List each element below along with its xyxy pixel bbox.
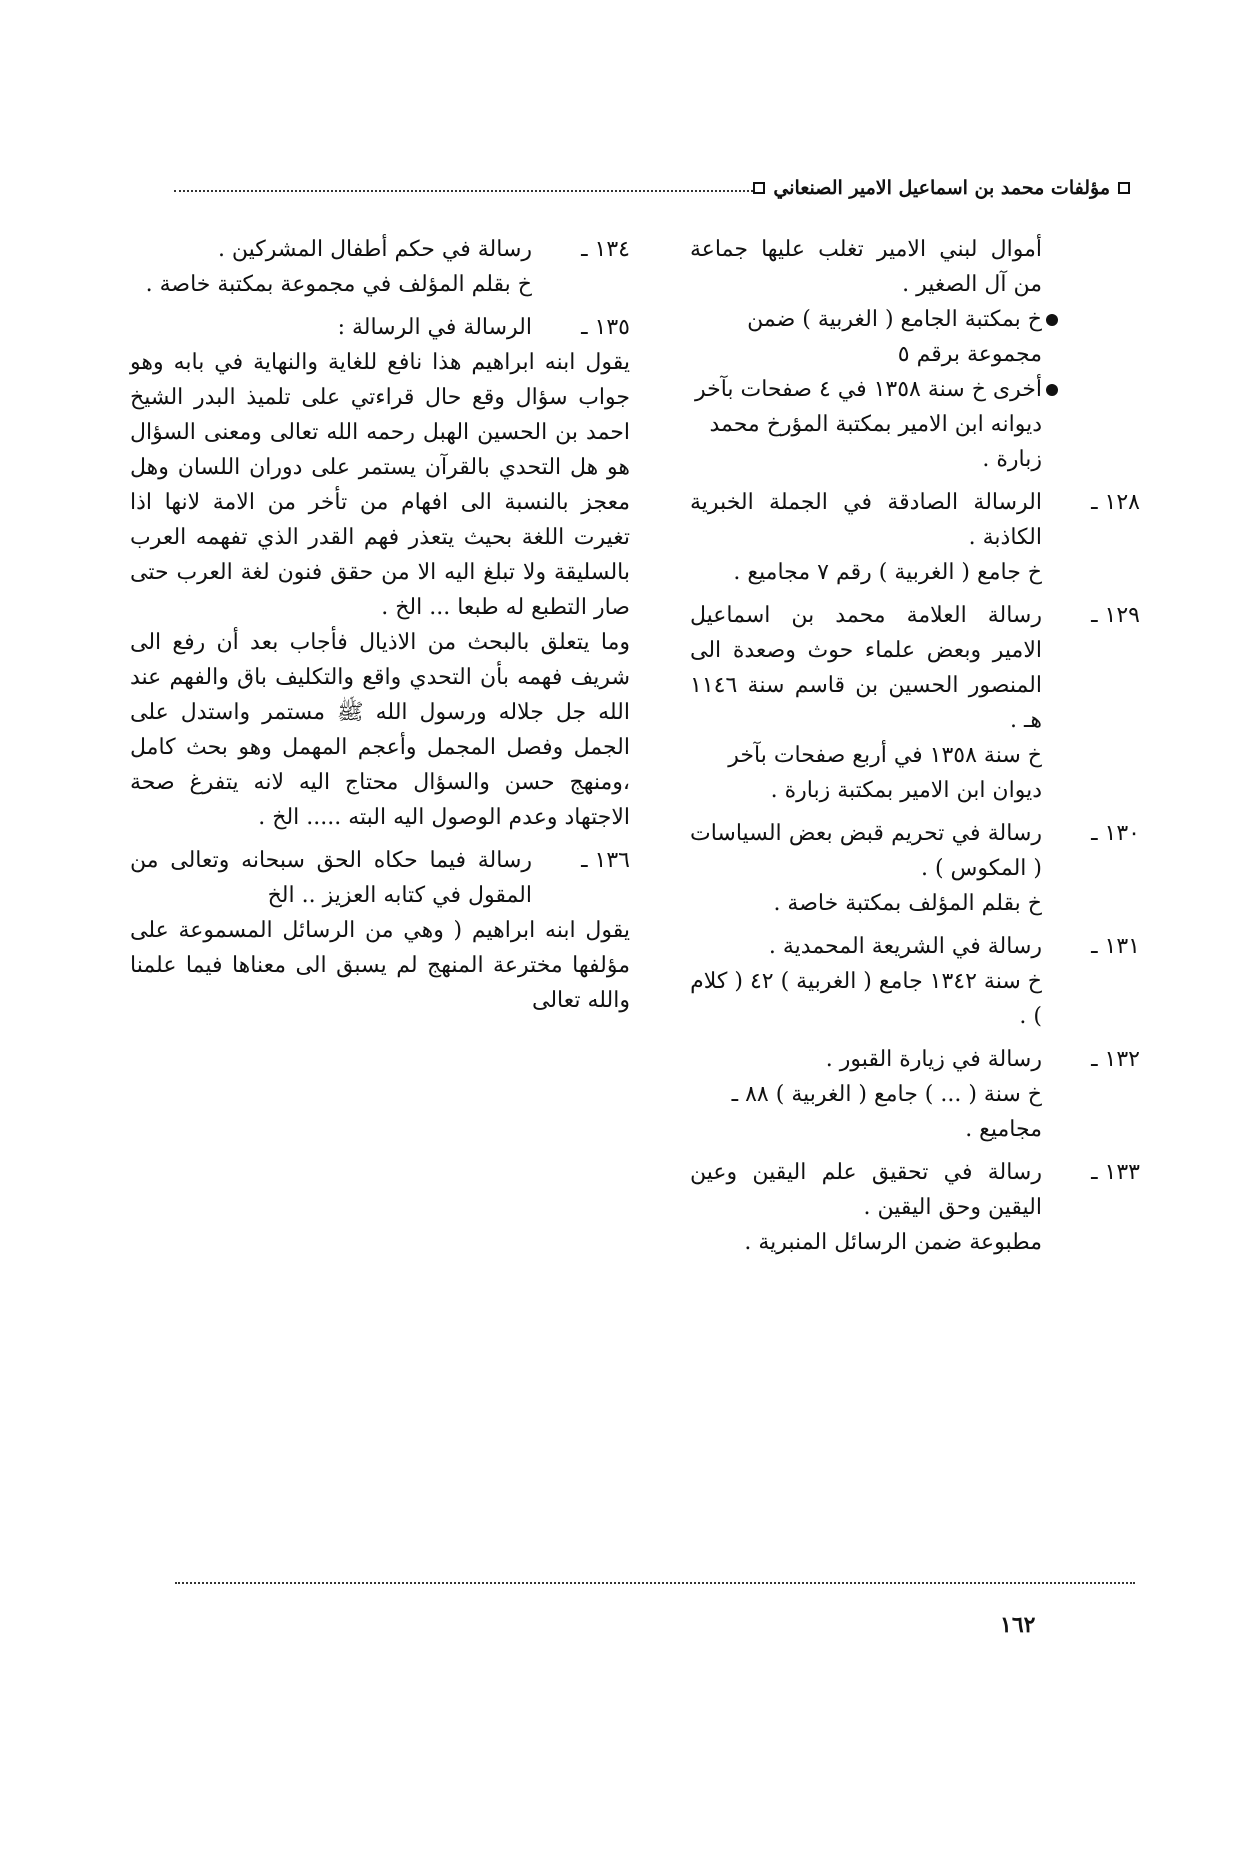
entry-136 <box>130 843 630 1018</box>
page-number: ١٦٢ <box>1000 1612 1036 1638</box>
entry-129 <box>690 598 1140 808</box>
running-header <box>170 170 1130 206</box>
continued-text: أموال لبني الامير تغلب عليها جماعة من آل الصغير . <box>690 237 1042 297</box>
header-square-icon <box>753 182 765 194</box>
entry-number: ١٣٤ ـ <box>581 237 630 262</box>
manuscript-note: خ سنة ١٣٤٢ جامع ( الغربية ) ٤٢ ( كلام ) . <box>690 969 1042 1029</box>
entry-title: رسالة في زيارة القبور . <box>825 1047 1042 1072</box>
entry-133 <box>690 1155 1140 1260</box>
entry-number: ١٢٩ ـ <box>1091 603 1140 628</box>
entry-title: رسالة فيما حكاه الحق سبحانه وتعالى من المقول في كتابه العزيز .. الخ <box>130 848 532 908</box>
entry-title: رسالة في تحريم قبض بعض السياسات ( المكوس ) . <box>690 821 1042 881</box>
entry-number: ١٣٥ ـ <box>581 315 630 340</box>
entry-135 <box>130 310 630 835</box>
manuscript-note: أخرى خ سنة ١٣٥٨ في ٤ صفحات بآخر ديوانه ابن الامير بمكتبة المؤرخ محمد زبارة . <box>690 372 1140 477</box>
entry-number: ١٣٣ ـ <box>1091 1160 1140 1185</box>
manuscript-note: خ سنة ١٣٥٨ في أربع صفحات بآخر ديوان ابن الامير بمكتبة زبارة . <box>728 743 1042 803</box>
entry-title: رسالة في تحقيق علم اليقين وعين اليقين وحق اليقين . <box>690 1160 1042 1220</box>
entry-130 <box>690 816 1140 921</box>
header-dotted-rule <box>174 190 753 192</box>
quote-paragraph: يقول ابنه ابراهيم ( وهي من الرسائل المسموعة على مؤلفها مخترعة المنهج لم يسبق الى معناها فيما علمنا والله تعالى <box>130 918 630 1013</box>
manuscript-note: خ بمكتبة الجامع ( الغربية ) ضمن مجموعة برقم ٥ <box>690 302 1140 372</box>
footer-dotted-rule <box>175 1582 1135 1584</box>
entry-number: ١٣٢ ـ <box>1091 1047 1140 1072</box>
entry-number: ١٣١ ـ <box>1091 934 1140 959</box>
manuscript-note: مطبوعة ضمن الرسائل المنبرية . <box>744 1230 1042 1255</box>
quote-paragraph: يقول ابنه ابراهيم هذا نافع للغاية والنهاية في بابه وهو جواب سؤال وقع حال قراءتي على تلميذ البدر الشيخ احمد بن الحسين الهبل رحمه الله تعالى ومعنى السؤال هو هل التحدي بالقرآن يستمر على دوران اللسان وهل معجز بالنسبة الى افهام من تأخر من الامة لانها اذا تغيرت اللغة بحيث يتعذر فهم القدر الذي تفهمه العرب بالسليقة ولا تبلغ اليه الا من حقق فنون لغة العرب حتى صار التطبع له طبعا ... الخ . <box>130 350 630 620</box>
header-square-icon <box>1118 182 1130 194</box>
manuscript-note: خ بقلم المؤلف بمكتبة خاصة . <box>773 891 1042 916</box>
entry-number: ١٣٠ ـ <box>1091 821 1140 846</box>
quote-paragraph: وما يتعلق بالبحث من الاذيال فأجاب بعد أن رفع الى شريف فهمه بأن التحدي واقع والتكليف باق والفهم عند الله جل جلاله ورسول الله ﷺ مستمر واستدل على الجمل وفصل المجمل وأعجم المهمل وهو بحث كامل ،ومنهج حسن والسؤال محتاج اليه لانه يتفرغ صحة الاجتهاد وعدم الوصول اليه البته ..... الخ . <box>130 630 630 830</box>
entry-title: رسالة في الشريعة المحمدية . <box>768 934 1042 959</box>
left-column <box>130 232 630 1026</box>
header-title: مؤلفات محمد بن اسماعيل الامير الصنعاني <box>773 177 1110 199</box>
right-column <box>690 232 1140 1268</box>
entry-128 <box>690 485 1140 590</box>
manuscript-note: خ بقلم المؤلف في مجموعة بمكتبة خاصة . <box>145 272 532 297</box>
entry-title: رسالة في حكم أطفال المشركين . <box>217 237 532 262</box>
continued-entry <box>690 232 1140 477</box>
entry-132 <box>690 1042 1140 1147</box>
entry-134 <box>130 232 630 302</box>
entry-title: رسالة العلامة محمد بن اسماعيل الامير وبعض علماء حوث وصعدة الى المنصور الحسين بن قاسم سنة ١١٤٦ هـ . <box>690 603 1042 733</box>
manuscript-note: خ جامع ( الغربية ) رقم ٧ مجاميع . <box>733 560 1042 585</box>
entry-number: ١٢٨ ـ <box>1091 490 1140 515</box>
entry-131 <box>690 929 1140 1034</box>
entry-title: الرسالة في الرسالة : <box>337 315 532 340</box>
manuscript-note: خ سنة ( ... ) جامع ( الغربية ) ٨٨ ـ مجاميع . <box>731 1082 1042 1142</box>
entry-title: الرسالة الصادقة في الجملة الخبرية الكاذبة . <box>690 490 1042 550</box>
entry-number: ١٣٦ ـ <box>581 848 630 873</box>
